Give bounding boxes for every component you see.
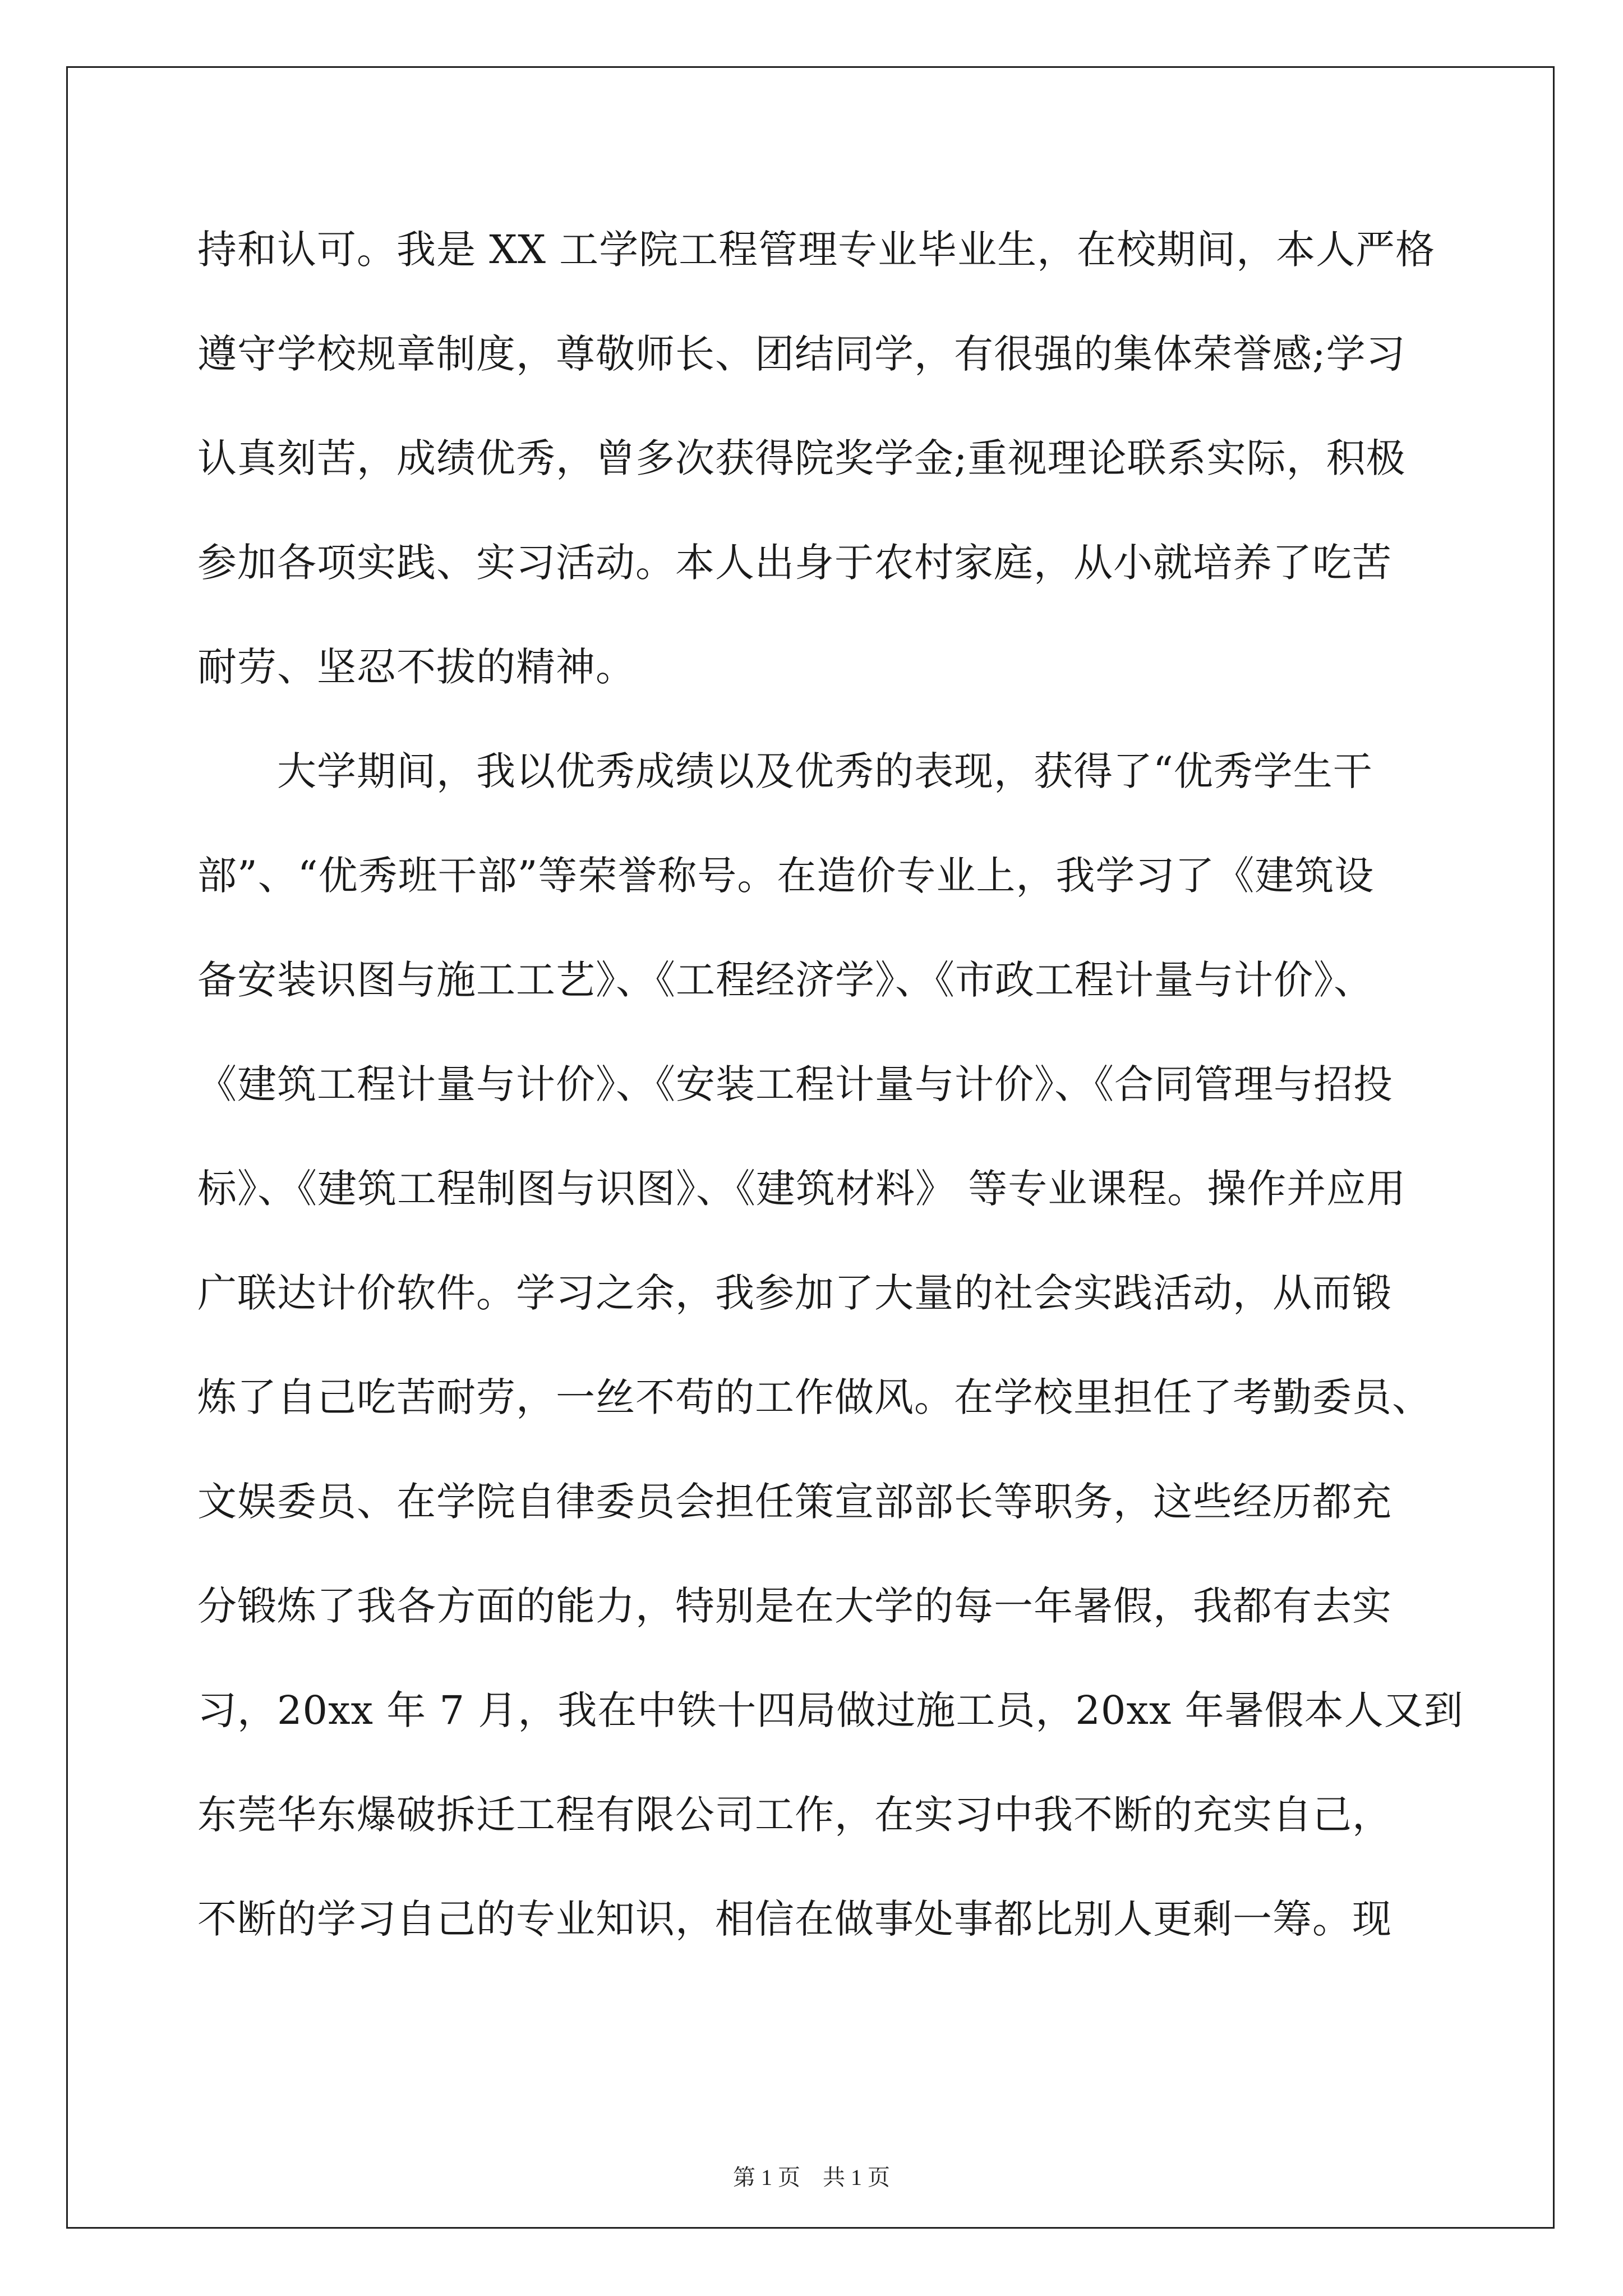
text-line: 部”、“优秀班干部”等荣誉称号。在造价专业上，我学习了《建筑设 — [197, 853, 1375, 899]
text-line: 习，20xx 年 7 月，我在中铁十四局做过施工员，20xx 年暑假本人又到 — [197, 1687, 1464, 1733]
text-line: 不断的学习自己的专业知识，相信在做事处事都比别人更剩一筹。现 — [197, 1896, 1392, 1942]
page-total: 共 1 页 — [823, 2165, 890, 2190]
page-number: 第 1 页 — [733, 2165, 800, 2190]
text-line: 耐劳、坚忍不拔的精神。 — [197, 644, 635, 690]
text-line: 炼了自己吃苦耐劳，一丝不苟的工作做风。在学校里担任了考勤委员、 — [197, 1374, 1432, 1420]
text-line: 分锻炼了我各方面的能力，特别是在大学的每一年暑假，我都有去实 — [197, 1583, 1392, 1629]
text-line: 东莞华东爆破拆迁工程有限公司工作，在实习中我不断的充实自己， — [197, 1792, 1392, 1838]
text-line: 《建筑工程计量与计价》、《安装工程计量与计价》、《合同管理与招投 — [197, 1061, 1393, 1107]
text-line: 文娱委员、在学院自律委员会担任策宣部部长等职务，这些经历都充 — [197, 1479, 1392, 1525]
page-footer — [0, 2160, 1623, 2192]
text-line: 持和认可。我是 XX 工学院工程管理专业毕业生，在校期间，本人严格 — [197, 227, 1436, 273]
text-line: 遵守学校规章制度，尊敬师长、团结同学，有很强的集体荣誉感;学习 — [197, 331, 1406, 377]
document-body — [197, 216, 1464, 1990]
text-line: 认真刻苦，成绩优秀，曾多次获得院奖学金;重视理论联系实际，积极 — [197, 435, 1406, 481]
text-line: 大学期间，我以优秀成绩以及优秀的表现，获得了“优秀学生干 — [197, 748, 1373, 794]
text-line: 广联达计价软件。学习之余，我参加了大量的社会实践活动，从而锻 — [197, 1270, 1392, 1316]
text-line: 标》、《建筑工程制图与识图》、《建筑材料》 等专业课程。操作并应用 — [197, 1166, 1407, 1212]
text-line: 备安装识图与施工工艺》、《工程经济学》、《市政工程计量与计价》、 — [197, 957, 1373, 1003]
text-line: 参加各项实践、实习活动。本人出身于农村家庭，从小就培养了吃苦 — [197, 540, 1392, 586]
